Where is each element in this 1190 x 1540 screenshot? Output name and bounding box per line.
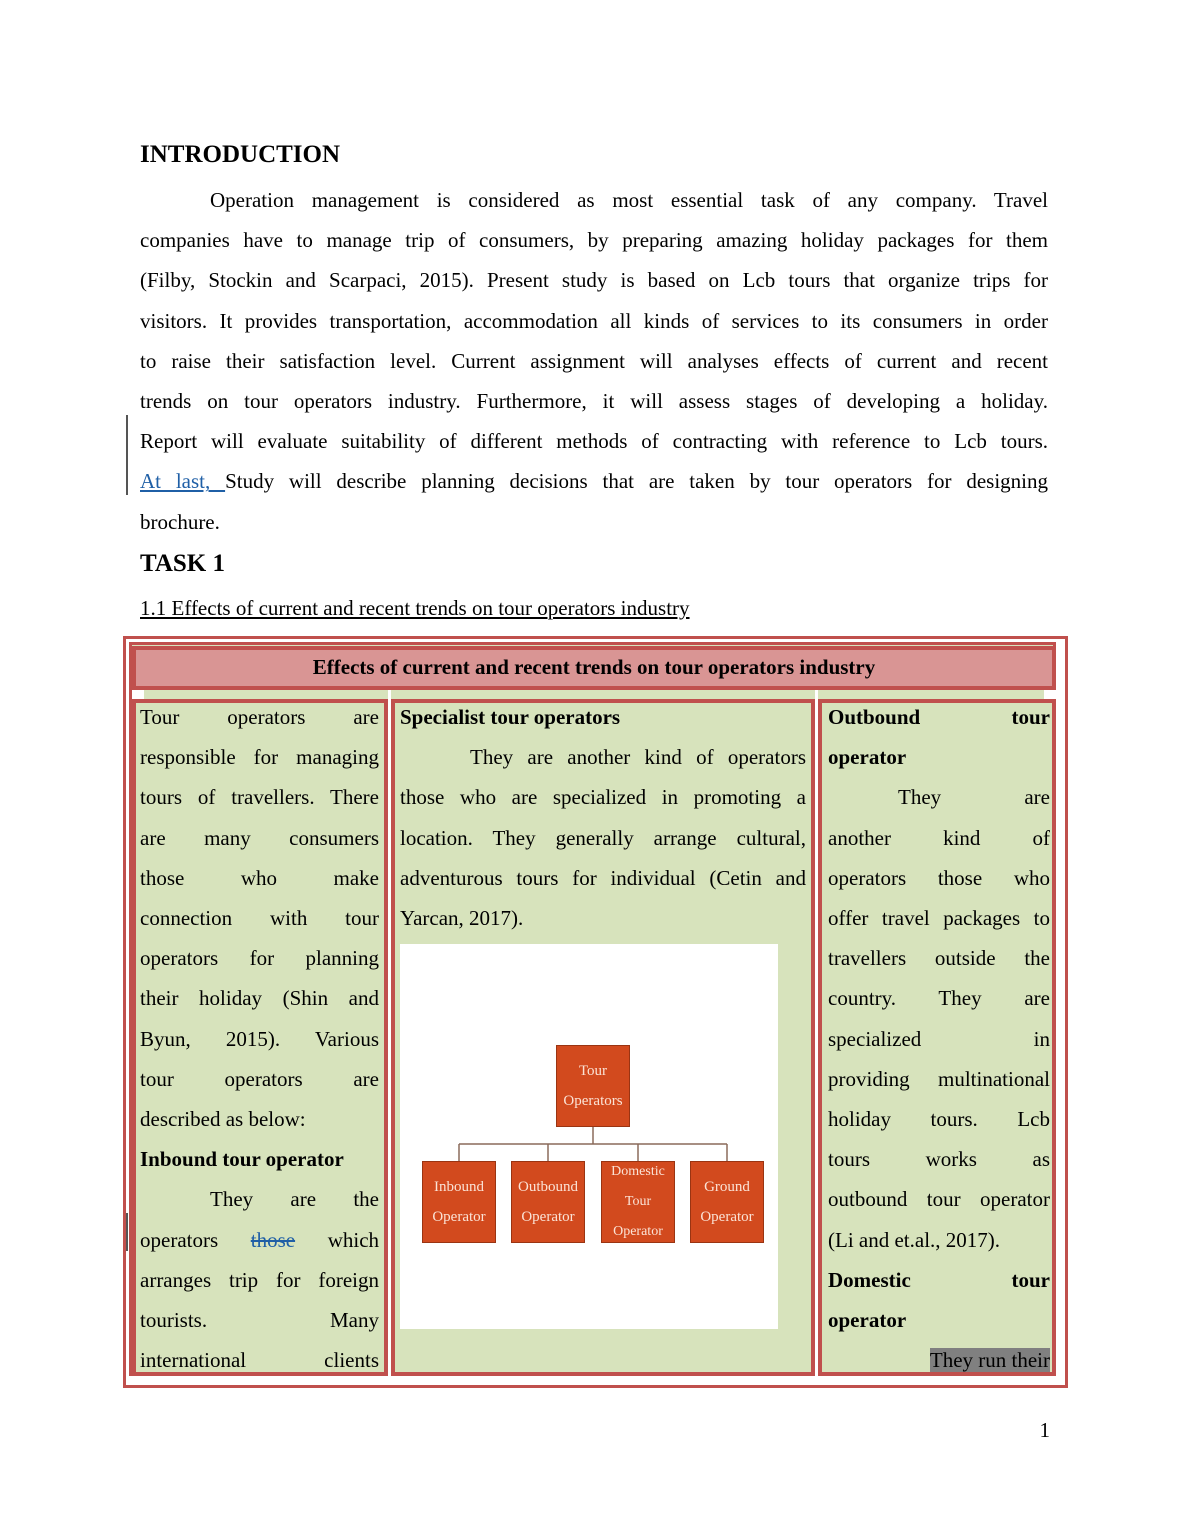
col3-line: outbound tour operator: [828, 1187, 1050, 1212]
col3-line: tours works as: [828, 1147, 1050, 1172]
table-header: Effects of current and recent trends on tour operators industry: [132, 646, 1056, 690]
col1-line: tours of travellers. There: [140, 785, 379, 810]
inbound-heading: Inbound tour operator: [140, 1147, 344, 1172]
intro-line: Operation management is considered as most essential task of any company. Travel: [210, 188, 1048, 212]
col1-line: tourists. Many: [140, 1308, 379, 1333]
col2-line: adventurous tours for individual (Cetin and: [400, 865, 806, 890]
column-separator: [815, 690, 818, 1382]
col3-line: offer travel packages to: [828, 906, 1050, 931]
col1-line: their holiday (Shin and: [140, 986, 379, 1011]
col1-line: They are the: [210, 1187, 379, 1212]
col3-line: travellers outside the: [828, 946, 1050, 971]
col3-line: operators those who: [828, 865, 1050, 890]
org-child-box: Domestic Tour Operator: [601, 1161, 675, 1243]
org-child-box: Inbound Operator: [422, 1161, 496, 1243]
intro-line: companies have to manage trip of consumers, by preparing amazing holiday packages for them: [140, 228, 1048, 253]
intro-heading: INTRODUCTION: [140, 141, 341, 168]
intro-line: brochure.: [140, 509, 220, 534]
col2-line: location. They generally arrange cultural,: [400, 825, 806, 850]
intro-line: trends on tour operators industry. Furthermore, it will assess stages of developing a holiday.: [140, 389, 1048, 414]
intro-line: Report will evaluate suitability of different methods of contracting with reference to Lcb tours.: [140, 429, 1048, 454]
col3-line: providing multinational: [828, 1066, 1050, 1091]
specialist-heading: Specialist tour operators: [400, 705, 621, 729]
task-subheading: 1.1 Effects of current and recent trends on tour operators industry: [140, 596, 690, 620]
change-bar: [126, 1213, 128, 1251]
col1-line: Byun, 2015). Various: [140, 1026, 379, 1051]
page-number: 1: [1039, 1418, 1050, 1442]
col3-line: They are: [898, 785, 1050, 810]
col3-line: holiday tours. Lcb: [828, 1107, 1050, 1132]
col1-line: arranges trip for foreign: [140, 1267, 379, 1292]
outbound-heading: operator: [828, 745, 907, 770]
intro-line: visitors. It provides transportation, accommodation all kinds of services to its consumers in order: [140, 308, 1048, 333]
col3-line: another kind of: [828, 825, 1050, 850]
col2-line: They are another kind of operators: [470, 745, 806, 770]
col2-line: Yarcan, 2017).: [400, 906, 524, 931]
col1-line: described as below:: [140, 1107, 306, 1132]
intro-line: to raise their satisfaction level. Current assignment will analyses effects of current and recent: [140, 348, 1048, 373]
org-root-box: Tour Operators: [556, 1045, 630, 1127]
org-child-box: Outbound Operator: [511, 1161, 585, 1243]
domestic-heading: operator: [828, 1308, 907, 1333]
col3-line: (Li and et.al., 2017).: [828, 1227, 1001, 1252]
deleted-text: those: [250, 1227, 296, 1252]
org-chart-image: [400, 944, 778, 1329]
change-bar: [126, 415, 128, 495]
task-heading: TASK 1: [140, 550, 225, 577]
col1-line: tour operators are: [140, 1066, 379, 1091]
tracked-change-link[interactable]: At last,: [140, 469, 226, 494]
highlighted-text: They run their: [929, 1348, 1050, 1373]
col1-line: are many consumers: [140, 825, 379, 850]
col2-text: [400, 697, 806, 938]
col1-line: those who make: [140, 865, 379, 890]
col1-line: operators for planning: [140, 946, 379, 971]
col1-line: international clients: [140, 1348, 379, 1373]
org-child-box: Ground Operator: [690, 1161, 764, 1243]
col1-line: connection with tour: [140, 906, 379, 931]
domestic-heading: Domestic tour: [828, 1267, 1050, 1292]
intro-line: At last, Study will describe planning decisions that are taken by tour operators for designing: [140, 469, 1048, 494]
col3-text: [828, 697, 1050, 1380]
col2-line: those who are specialized in promoting a: [400, 785, 806, 810]
intro-paragraph: [140, 180, 1048, 542]
col1-line: responsible for managing: [140, 745, 379, 770]
col1-line: Tour operators are: [140, 705, 379, 729]
outbound-heading: Outbound tour: [828, 705, 1050, 729]
col1-text: [140, 697, 379, 1380]
col3-line: [828, 1340, 1050, 1380]
col3-line: specialized in: [828, 1026, 1050, 1051]
column-separator: [388, 690, 391, 1382]
org-chart-connectors: [400, 944, 778, 1329]
intro-line: (Filby, Stockin and Scarpaci, 2015). Present study is based on Lcb tours that organize trips for: [140, 268, 1048, 293]
col1-line: operators those which: [140, 1227, 380, 1252]
col3-line: country. They are: [828, 986, 1050, 1011]
